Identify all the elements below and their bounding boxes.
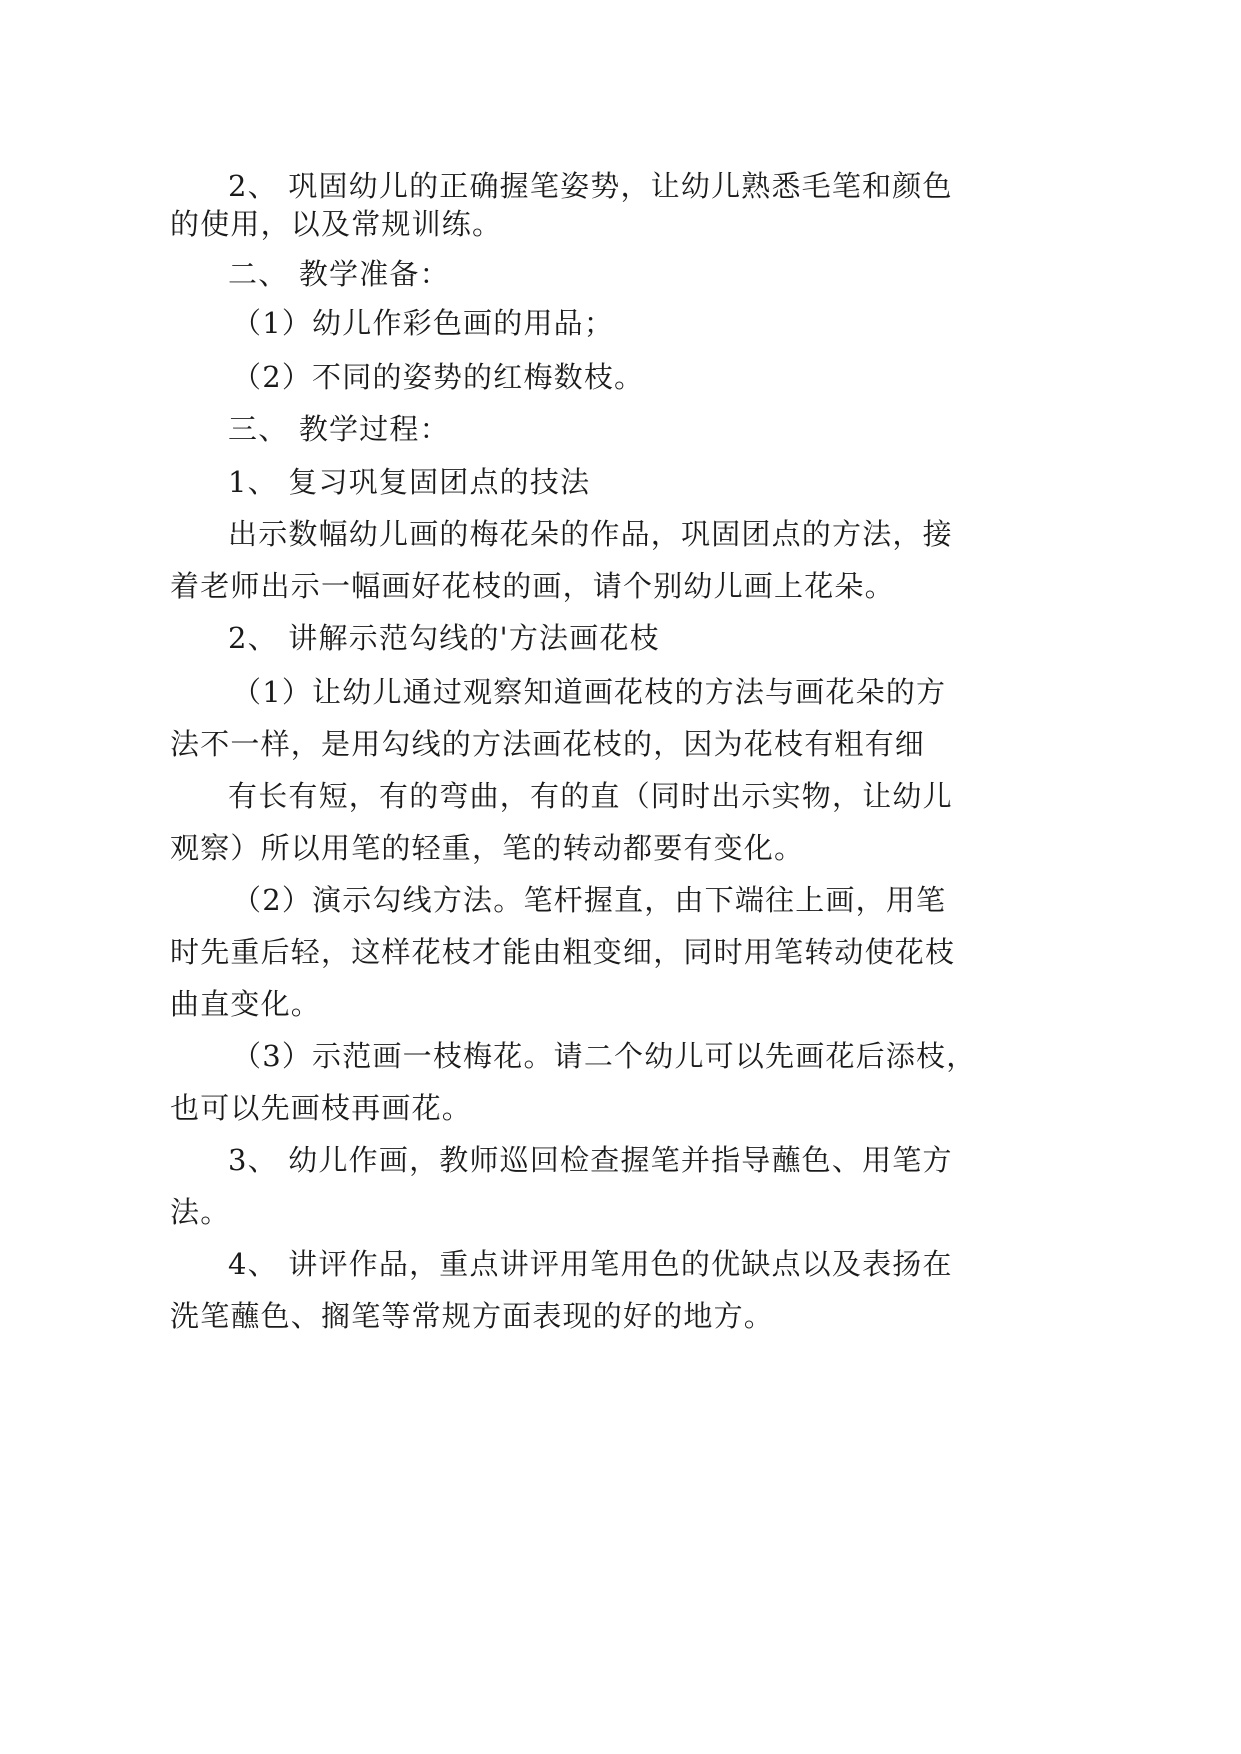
text-line: 3、 幼儿作画，教师巡回检查握笔并指导蘸色、用笔方 — [228, 1143, 953, 1177]
text-line: 观察）所以用笔的轻重，笔的转动都要有变化。 — [170, 831, 805, 865]
text-line: 4、 讲评作品，重点讲评用笔用色的优缺点以及表扬在 — [228, 1247, 953, 1281]
text-line: 着老师出示一幅画好花枝的画，请个别幼儿画上花朵。 — [170, 569, 895, 603]
text-line: 出示数幅幼儿画的梅花朵的作品，巩固团点的方法，接 — [228, 517, 953, 551]
text-line: 也可以先画枝再画花。 — [170, 1091, 473, 1125]
text-line: 2、 巩固幼儿的正确握笔姿势，让幼儿熟悉毛笔和颜色 — [228, 169, 953, 203]
text-line: 时先重后轻，这样花枝才能由粗变细，同时用笔转动使花枝 — [170, 935, 956, 969]
text-line: （3）示范画一枝梅花。请二个幼儿可以先画花后添枝， — [232, 1039, 977, 1073]
text-line: 1、 复习巩复固团点的技法 — [228, 465, 591, 499]
text-line: 2、 讲解示范勾线的'方法画花枝 — [228, 621, 660, 655]
text-line: （1）幼儿作彩色画的用品； — [232, 306, 615, 340]
section-heading: 三、 教学过程： — [228, 412, 450, 446]
text-line: （2）不同的姿势的红梅数枝。 — [232, 360, 645, 394]
text-line: 有长有短，有的弯曲，有的直（同时出示实物，让幼儿 — [228, 779, 953, 813]
text-line: 的使用，以及常规训练。 — [170, 207, 503, 241]
text-line: 洗笔蘸色、搁笔等常规方面表现的好的地方。 — [170, 1299, 775, 1333]
text-line: 法。 — [170, 1195, 231, 1229]
text-line: （2）演示勾线方法。笔杆握直，由下端往上画，用笔 — [232, 883, 947, 917]
text-line: 曲直变化。 — [170, 987, 322, 1021]
text-line: （1）让幼儿通过观察知道画花枝的方法与画花朵的方 — [232, 675, 947, 709]
section-heading: 二、 教学准备： — [228, 257, 450, 291]
text-line: 法不一样，是用勾线的方法画花枝的，因为花枝有粗有细 — [170, 727, 926, 761]
